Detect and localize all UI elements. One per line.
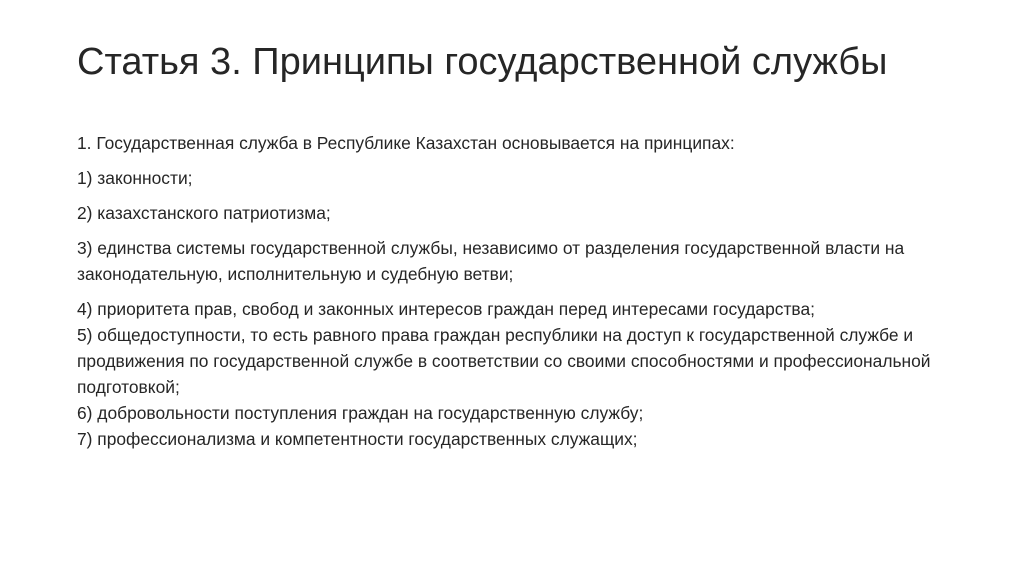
principle-6: 6) добровольности поступления граждан на государственную службу; xyxy=(77,403,644,423)
principle-1: 1) законности; xyxy=(77,168,193,188)
principle-7: 7) профессионализма и компетентности государственных служащих; xyxy=(77,429,638,449)
principle-2: 2) казахстанского патриотизма; xyxy=(77,203,331,223)
principle-3: 3) единства системы государственной службы, независимо от разделения государственной власти на законодательную, исполнительную и судебную ветви; xyxy=(77,238,905,284)
slide-title: Статья 3. Принципы государственной службы xyxy=(77,41,888,83)
principle-5: 5) общедоступности, то есть равного права граждан республики на доступ к государственной службе и продвижения по государственной службе в соответствии со своими способностями и профессиональной подготовкой; xyxy=(77,325,931,397)
slide-body xyxy=(77,130,987,452)
principle-4: 4) приоритета прав, свобод и законных интересов граждан перед интересами государства; xyxy=(77,299,815,319)
paragraph-intro: 1. Государственная служба в Республике Казахстан основывается на принципах: xyxy=(77,133,735,153)
